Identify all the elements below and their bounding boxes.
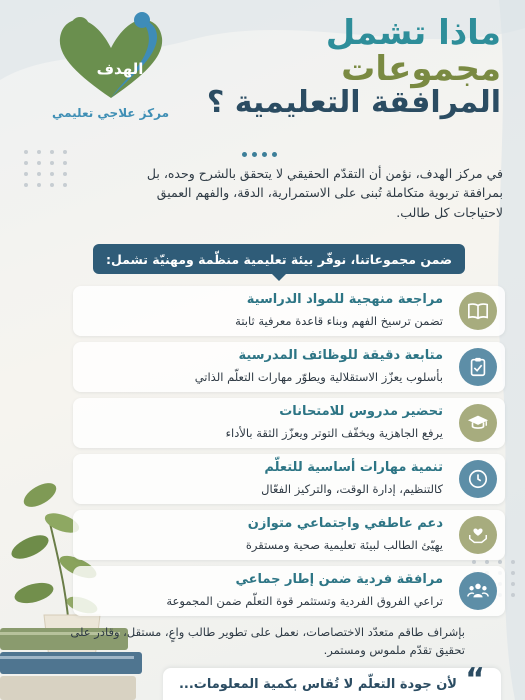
heart-hands-icon xyxy=(459,516,497,554)
feature-card-6 xyxy=(73,566,505,616)
quote-box xyxy=(163,662,501,700)
quote-text: لأن جودة التعلّم لا تُقاس بكمية المعلومات... xyxy=(178,677,457,692)
book-icon xyxy=(459,292,497,330)
feature-card-5 xyxy=(73,510,505,560)
intro-paragraph: في مركز الهدف، نؤمن أن التقدّم الحقيقي لا يتحقق بالشرح وحده، بل بمرافقة تربوية متكاملة تُبنى على الاستمرارية، الدقة، والفهم العميق لاحتياجات كل طالب. xyxy=(146,166,503,220)
feature-desc: كالتنظيم، إدارة الوقت، والتركيز الفعّال xyxy=(261,482,443,496)
clock-icon xyxy=(459,460,497,498)
page-title xyxy=(206,13,501,121)
title-line-2: مجموعات xyxy=(341,48,501,89)
feature-title: مرافقة فردية ضمن إطار جماعي xyxy=(235,572,443,587)
feature-desc: تراعي الفروق الفردية وتستثمر قوة التعلّم ضمن المجموعة xyxy=(166,594,443,608)
graduation-cap-icon xyxy=(459,404,497,442)
title-line-1: ماذا تشمل xyxy=(325,13,501,53)
feature-card-1 xyxy=(73,286,505,336)
closing-paragraph: بإشراف طاقم متعدّد الاختصاصات، نعمل على تطوير طالب واعٍ، مستقل، وقادر على تحقيق تقدّم ملموس ومستمر. xyxy=(70,625,465,658)
feature-desc: يرفع الجاهزية ويخفّف التوتر ويعزّز الثقة بالأداء xyxy=(225,426,443,440)
feature-desc: يهيّئ الطالب لبيئة تعليمية صحية ومستقرة xyxy=(245,538,443,552)
feature-title: تحضير مدروس للامتحانات xyxy=(279,404,443,419)
feature-card-3 xyxy=(73,398,505,448)
logo-wordmark: الهدف xyxy=(96,60,144,78)
logo-heart-icon xyxy=(56,12,166,102)
clipboard-check-icon xyxy=(459,348,497,386)
feature-desc: بأسلوب يعزّز الاستقلالية ويطوّر مهارات التعلّم الذاتي xyxy=(194,370,443,384)
logo-subtitle: مركز علاجي تعليمي xyxy=(51,106,170,120)
feature-title: دعم عاطفي واجتماعي متوازن xyxy=(247,516,443,531)
feature-card-2 xyxy=(73,342,505,392)
title-line-3: المرافقة التعليمية ؟ xyxy=(206,85,501,121)
feature-title: تنمية مهارات أساسية للتعلّم xyxy=(264,460,443,475)
feature-desc: تضمن ترسيخ الفهم وبناء قاعدة معرفية ثابتة xyxy=(235,314,443,328)
title-divider-dots xyxy=(242,152,277,157)
feature-title: متابعة دقيقة للوظائف المدرسية xyxy=(238,348,443,363)
feature-card-4 xyxy=(73,454,505,504)
quote-mark-icon: “ xyxy=(465,662,485,697)
logo xyxy=(38,12,183,120)
group-icon xyxy=(459,572,497,610)
feature-title: مراجعة منهجية للمواد الدراسية xyxy=(246,292,443,307)
decorative-dots xyxy=(22,150,67,187)
section-banner: ضمن مجموعاتنا، نوفّر بيئة تعليمية منظّمة ومهنيّة تشمل: xyxy=(93,244,465,274)
